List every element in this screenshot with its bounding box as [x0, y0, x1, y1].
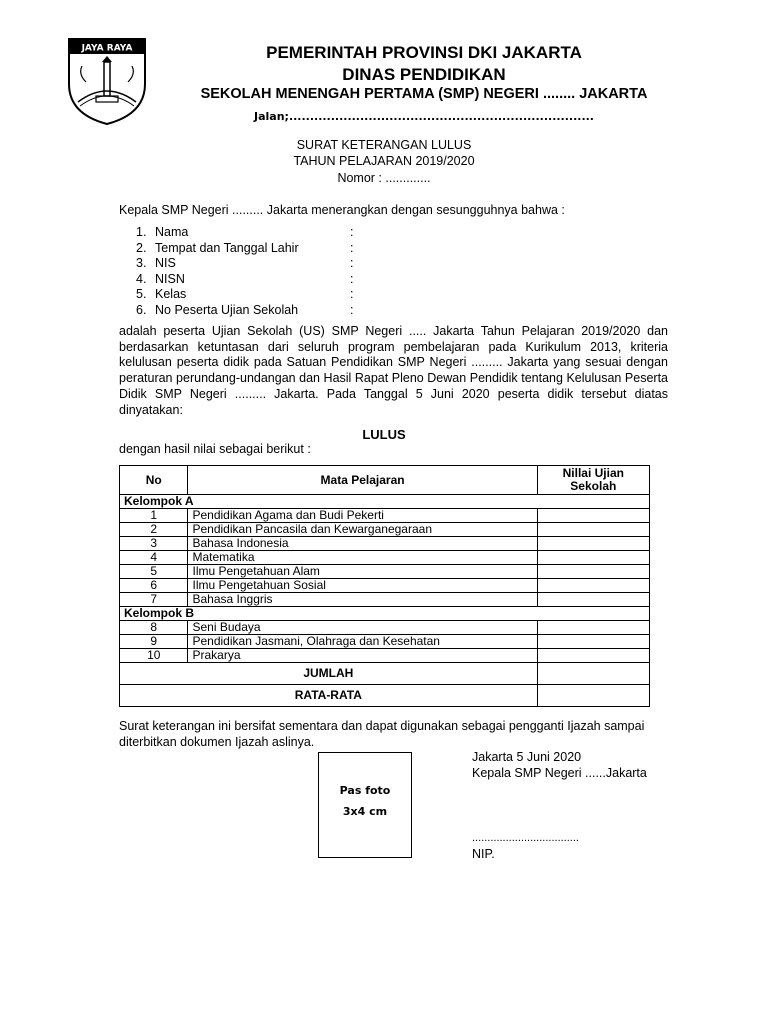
- list-item: 4. NISN :: [136, 271, 354, 286]
- total-cell: [537, 663, 649, 685]
- closing-text: Surat keterangan ini bersifat sementara dan dapat digunakan sebagai pengganti Ijazah sampai diterbitkan dokumen Ijazah aslinya.: [119, 719, 645, 749]
- photo-placeholder: [318, 752, 412, 858]
- col-score-header: Nillai Ujian Sekolah: [537, 466, 649, 495]
- score-cell: [537, 551, 649, 565]
- signature-role: Kepala SMP Negeri ......Jakarta: [472, 766, 647, 780]
- doc-year: TAHUN PELAJARAN 2019/2020: [293, 154, 475, 168]
- header-office: DINAS PENDIDIKAN: [342, 65, 506, 84]
- header-government: PEMERINTAH PROVINSI DKI JAKARTA: [266, 43, 582, 62]
- group-row: [120, 495, 650, 509]
- table-row: 10 Prakarya: [120, 649, 650, 663]
- score-cell: [537, 649, 649, 663]
- signature-place-date: Jakarta 5 Juni 2020: [472, 750, 582, 764]
- score-cell: [537, 579, 649, 593]
- table-row: 8 Seni Budaya: [120, 621, 650, 635]
- group-b-label: Kelompok B: [120, 607, 650, 621]
- score-cell: [537, 635, 649, 649]
- signature-nip: NIP.: [472, 847, 495, 861]
- table-row: 2 Pendidikan Pancasila dan Kewarganegaraan: [120, 523, 650, 537]
- table-row: 7 Bahasa Inggris: [120, 593, 650, 607]
- score-cell: [537, 621, 649, 635]
- group-row: [120, 607, 650, 621]
- list-item: 1. Nama :: [136, 225, 354, 239]
- grades-table: [119, 465, 650, 707]
- group-a-label: Kelompok A: [120, 495, 650, 509]
- score-cell: [537, 537, 649, 551]
- photo-size: 3x4 cm: [342, 805, 388, 818]
- header-address: Jalan;.........................................................................: [254, 110, 594, 123]
- status-label: LULUS: [362, 427, 406, 442]
- average-row: [120, 685, 650, 707]
- score-cell: [537, 523, 649, 537]
- list-item: 6. No Peserta Ujian Sekolah :: [136, 302, 354, 317]
- score-cell: [537, 593, 649, 607]
- list-item: 5. Kelas :: [136, 287, 354, 301]
- table-row: 6 Ilmu Pengetahuan Sosial: [120, 579, 650, 593]
- result-intro: dengan hasil nilai sebagai berikut :: [119, 442, 311, 456]
- identity-list: [136, 225, 353, 318]
- list-item: 2. Tempat dan Tanggal Lahir :: [136, 240, 354, 255]
- col-subject-header: Mata Pelajaran: [188, 466, 537, 495]
- list-item: 3. NIS :: [136, 256, 354, 270]
- score-cell: [537, 509, 649, 523]
- table-row: 4 Matematika: [120, 551, 650, 565]
- table-row: 3 Bahasa Indonesia: [120, 537, 650, 551]
- signature-name-line: ...................................: [472, 832, 579, 844]
- col-no-header: No: [120, 466, 188, 495]
- doc-number: Nomor : .............: [337, 171, 431, 185]
- table-row: 5 Ilmu Pengetahuan Alam: [120, 565, 650, 579]
- graduation-paragraph: adalah peserta Ujian Sekolah (US) SMP Negeri ..... Jakarta Tahun Pelajaran 2019/2020 dan berdasarkan ketuntasan dari seluruh program pembelajaran pada Kurikulum 2013, kriteria kelulusan peserta didik pada Satuan Pendidikan SMP Negeri ......... Jakarta yang sesuai dengan peraturan perundang-undangan dan Hasil Rapat Pleno Dewan Pendidik tentang Kelulusan Peserta Didik SMP Negeri ......... Jakarta. Pada Tanggal 5 Juni 2020 peserta didik tersebut diatas dinyatakan:: [119, 324, 668, 417]
- intro-text: Kepala SMP Negeri ......... Jakarta menerangkan dengan sesungguhnya bahwa :: [119, 203, 565, 217]
- average-cell: [537, 685, 649, 707]
- total-label: JUMLAH: [120, 663, 538, 685]
- average-label: RATA-RATA: [120, 685, 538, 707]
- photo-label: Pas foto: [339, 784, 391, 797]
- header-school: SEKOLAH MENENGAH PERTAMA (SMP) NEGERI ........ JAKARTA: [200, 86, 648, 102]
- table-row: 9 Pendidikan Jasmani, Olahraga dan Kesehatan: [120, 635, 650, 649]
- table-row: 1 Pendidikan Agama dan Budi Pekerti: [120, 509, 650, 523]
- doc-title: SURAT KETERANGAN LULUS: [296, 138, 472, 152]
- table-header-row: [120, 466, 650, 495]
- total-row: [120, 663, 650, 685]
- score-cell: [537, 565, 649, 579]
- logo-text: JAYA RAYA: [81, 43, 133, 54]
